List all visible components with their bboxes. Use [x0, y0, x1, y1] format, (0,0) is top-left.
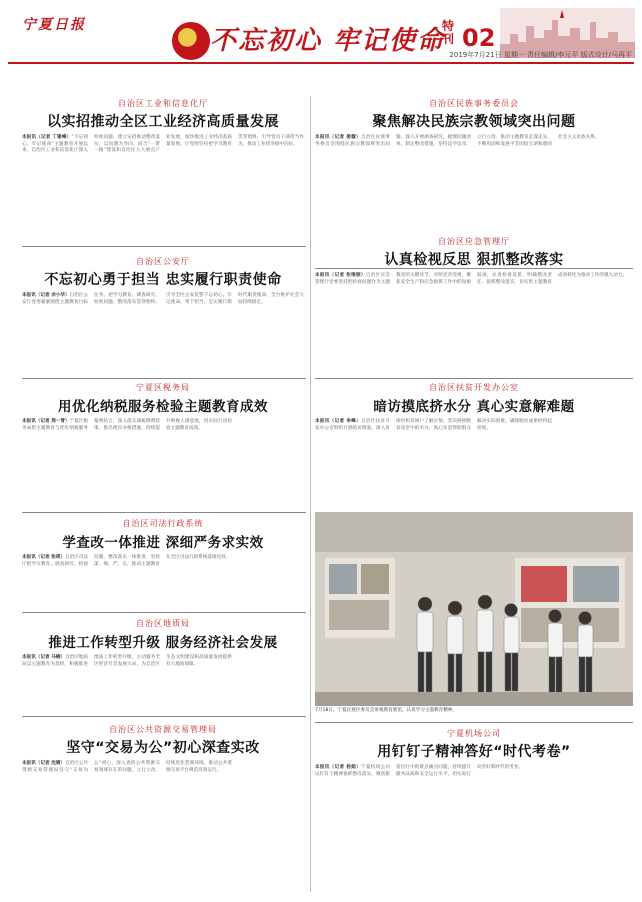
- special-issue-tag: 特刊: [442, 19, 455, 46]
- divider: [22, 716, 306, 717]
- paper-name: 宁夏日报: [22, 17, 86, 33]
- divider: [22, 612, 306, 613]
- article-kicker: 自治区公安厅: [136, 257, 190, 266]
- page-number: 02: [462, 24, 496, 52]
- article-text: “不忘初心、牢记使命”主题教育开展以来，自治区工业和信息化厅深入检视问题，建立实招推动整改落实，以问题为导向，结合“一带一路”建设和自治区九大重点产业发展，加快推进工业经济高质量发展。厅党组坚持把学习教育贯穿始终，引导党员干部担当作为，推动工业经济稳中向好。: [22, 135, 304, 154]
- masthead: [0, 0, 642, 62]
- article-body: [22, 293, 304, 306]
- article-text: 宁夏区税务局把主题教育与优化纳税服务紧密结合，深入落实减税降费政策，推出便民办税措施，持续提升纳税人满意度，用实际行动检验主题教育成效。: [22, 419, 232, 431]
- article-text: 自治区公安厅党委紧紧围绕主题教育目标任务，把学习教育、调查研究、检视问题、整改落实贯穿始终，引导全区公安民警不忘初心、牢记使命，勇于担当、忠实履行新时代职责使命，全力维护社会大局持续稳定。: [22, 293, 304, 305]
- article-text: 自治区司法厅把学习教育、调查研究、检视问题、整改落实一体推进，坚持深、细、严、实，推动主题教育在全区司法行政系统落地见效。: [22, 555, 231, 567]
- article-geology: [22, 616, 304, 716]
- article-headline: 用优化纳税服务检验主题教育成效: [58, 399, 268, 415]
- article-kicker: 自治区扶贫开发办公室: [429, 383, 519, 392]
- divider: [315, 378, 633, 379]
- article-headline: 以实招推动全区工业经济高质量发展: [47, 114, 279, 130]
- article-emergency: [315, 234, 633, 376]
- article-byline: 本报讯（记者 张瑛）: [22, 555, 65, 560]
- article-byline: 本报讯（记者 杨娟）: [315, 765, 361, 770]
- article-kicker: 宁夏区税务局: [136, 383, 190, 392]
- article-kicker: 宁夏机场公司: [447, 729, 501, 738]
- column-rule: [310, 96, 311, 892]
- divider: [22, 378, 306, 379]
- article-public-resources: [22, 722, 304, 892]
- article-public-security: [22, 254, 304, 376]
- article-headline: 用钉钉子精神答好“时代考卷”: [377, 744, 571, 760]
- article-byline: 本报讯（记者 张唯丽）: [315, 273, 366, 278]
- article-byline: 本报讯（记者 沈婧）: [22, 761, 65, 766]
- article-body: [22, 419, 304, 432]
- article-justice: [22, 516, 304, 612]
- article-body: [22, 655, 304, 668]
- article-text: 自治区民族事务委员会围绕民族宗教领域突出问题，深入开展调查研究，梳理问题清单，制定整改措施，坚持边学边改、立行立改，推动主题教育走深走实，不断巩固和发展平等团结互助和谐的社会主义民族关系。: [315, 135, 600, 147]
- article-kicker: 自治区应急管理厅: [438, 237, 510, 246]
- divider: [22, 512, 306, 513]
- article-headline: 学查改一体推进 深细严务求实效: [62, 535, 264, 551]
- article-body: [22, 761, 304, 774]
- article-body: [22, 135, 304, 155]
- article-kicker: 自治区地质局: [136, 619, 190, 628]
- article-body: [315, 419, 633, 432]
- article-industry: [22, 96, 304, 244]
- article-byline: 本报讯（记者 姜璇）: [315, 135, 361, 140]
- article-headline: 认真检视反思 狠抓整改落实: [384, 252, 564, 268]
- article-headline: 不忘初心勇于担当 忠实履行职责使命: [44, 272, 282, 288]
- article-text: 自治区地质局以主题教育为契机，积极推进地质工作转型升级，主动服务全区经济社会发展大局，为自治区生态文明建设和高质量发展提供有力地质保障。: [22, 655, 232, 667]
- article-body: [315, 765, 633, 778]
- date-line: 2019年7月21日 星期一 责任编辑/李元平 版式设计/马再平: [449, 51, 632, 59]
- article-text: 宁夏机场公司以钉钉子精神狠抓整改落实，聚焦旅客出行中的难点痛点问题，持续提升服务品质和安全运行水平，用实际行动答好新时代的考卷。: [315, 765, 523, 777]
- exhibition-photo-icon: [315, 512, 633, 706]
- article-headline: 暗访摸底挤水分 真心实意解难题: [373, 399, 575, 415]
- article-text: 自治区扶贫开发办公室组织开展暗访摸底，深入贫困村和贫困户了解实情，坚决挤掉脱贫攻坚中的水分，真心实意帮助群众解决实际困难，确保脱贫成果经得起检验。: [315, 419, 552, 431]
- article-byline: 本报讯（记者 余小华）: [22, 293, 70, 298]
- divider: [315, 722, 633, 723]
- masthead-rule: [8, 62, 634, 64]
- article-headline: 聚焦解决民族宗教领域突出问题: [372, 114, 576, 130]
- article-airport: [315, 726, 633, 892]
- article-kicker: 自治区司法行政系统: [122, 519, 204, 528]
- article-poverty: [315, 380, 633, 510]
- party-emblem-icon: [172, 22, 210, 60]
- photo-caption: 7月18日，宁夏民族区委员会参观教育展馆，认真学习主题教育精神。: [315, 708, 457, 713]
- news-photo: [315, 512, 633, 706]
- article-byline: 本报讯（记者 马楠）: [22, 655, 65, 660]
- article-body: [315, 273, 633, 286]
- slogan: 不忘初心 牢记使命: [210, 26, 446, 56]
- divider: [22, 246, 306, 247]
- article-tax: [22, 380, 304, 508]
- article-text: 自治区公共资源交易管理局坚守“交易为公”初心，深入查找公共资源交易领域存在的问题，立行立改，持续优化营商环境，推动公共资源交易平台规范高效运行。: [22, 761, 232, 773]
- article-kicker: 自治区公共资源交易管理局: [109, 725, 217, 734]
- article-byline: 本报讯（记者 李峰）: [315, 419, 361, 424]
- article-headline: 坚守“交易为公”初心深查实改: [66, 740, 260, 756]
- article-byline: 本报讯（记者 周一青）: [22, 419, 70, 424]
- article-body: [315, 135, 633, 148]
- article-kicker: 自治区民族事务委员会: [429, 99, 519, 108]
- article-kicker: 自治区工业和信息化厅: [118, 99, 208, 108]
- article-headline: 推进工作转型升级 服务经济社会发展: [48, 635, 278, 651]
- article-body: [22, 555, 304, 568]
- article-text: 自治区应急管理厅党委坚持把检视问题作为主题教育的关键环节，对照党章党规，聚焦安全生产和应急救援工作中的短板弱项，认真检视反思，明确整改责任，狠抓整改落实，切实把主题教育成效转化为推动工作的强大动力。: [315, 273, 627, 285]
- article-byline: 本报讯（记者 丁建峰）: [22, 135, 72, 140]
